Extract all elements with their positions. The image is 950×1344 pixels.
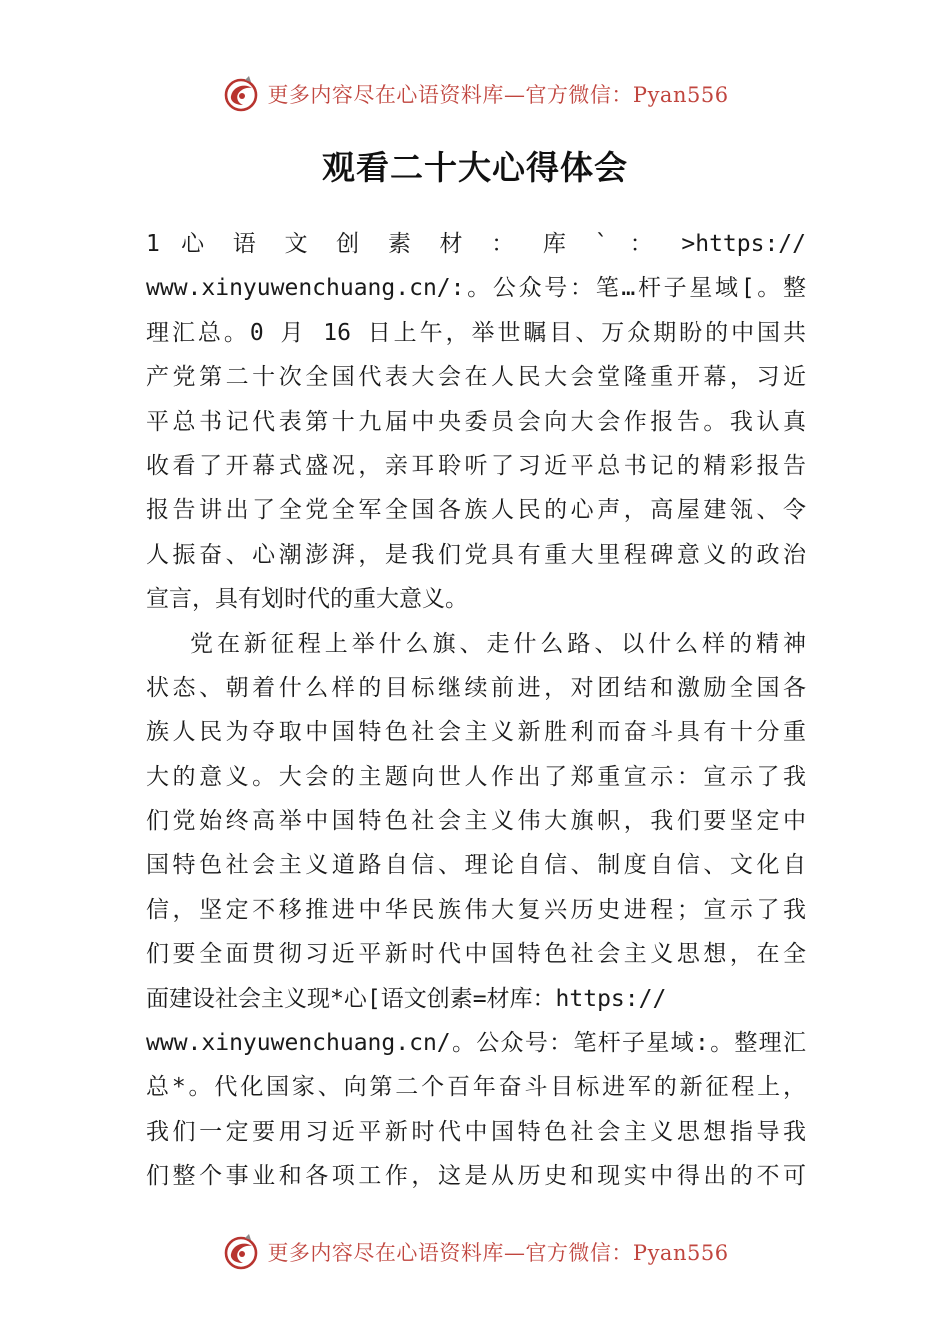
document-title: 观看二十大心得体会	[322, 148, 628, 187]
text-line: 产党第二十次全国代表大会在人民大会堂隆重开幕，习近	[146, 364, 806, 391]
footer-banner-title: 更多内容尽在心语资料库	[267, 1241, 504, 1265]
text-line: 们整个事业和各项工作，这是从历史和现实中得出的不可	[146, 1163, 806, 1190]
text-line: 信，坚定不移推进中华民族伟大复兴历史进程；宣示了我	[146, 896, 806, 923]
footer-banner-text	[267, 1237, 728, 1267]
text-line: www.xinyuwenchuang.cn/。公众号：笔杆子星域:。整理汇	[146, 1030, 806, 1057]
text-line: 平总书记代表第十九届中央委员会向大会作报告。我认真	[146, 408, 806, 435]
text-line: 收看了开幕式盛况，亲耳聆听了习近平总书记的精彩报告	[146, 452, 806, 479]
text-line: 国特色社会主义道路自信、理论自信、制度自信、文化自	[146, 852, 806, 879]
text-line: 宣言，具有划时代的重大意义。	[146, 586, 468, 613]
text-line: 们党始终高举中国特色社会主义伟大旗帜，我们要坚定中	[146, 808, 806, 835]
header-banner-text	[267, 79, 728, 109]
text-line: 面建设社会主义现*心[语文创素=材库：https://	[146, 985, 667, 1012]
text-line: 我们一定要用习近平新时代中国特色社会主义思想指导我	[146, 1118, 806, 1145]
text-line: 报告讲出了全党全军全国各族人民的心声，高屋建瓴、令	[146, 497, 806, 524]
xinyu-logo-icon	[221, 74, 261, 114]
text-line: 们要全面贯彻习近平新时代中国特色社会主义思想，在全	[146, 941, 806, 968]
header-banner-separator: —	[503, 83, 526, 107]
text-line: 族人民为夺取中国特色社会主义新胜利而奋斗具有十分重	[146, 719, 806, 746]
document-body	[146, 222, 806, 1199]
text-line: 1 心 语 文 创 素 材 ： 库 ` ： >https://	[146, 231, 806, 257]
header-banner-wechat: 官方微信：Pyan556	[525, 83, 729, 107]
text-line: 大的意义。大会的主题向世人作出了郑重宣示：宣示了我	[146, 763, 806, 790]
text-line: 总*。代化国家、向第二个百年奋斗目标进军的新征程上，	[146, 1074, 806, 1101]
text-line: 状态、朝着什么样的目标继续前进，对团结和激励全国各	[146, 674, 806, 701]
text-line: www.xinyuwenchuang.cn/:。公众号：笔…杆子星域[。整	[146, 275, 806, 302]
footer-banner-wechat: 官方微信：Pyan556	[525, 1241, 729, 1265]
footer-banner-separator: —	[503, 1241, 526, 1265]
footer-banner	[0, 1228, 950, 1276]
text-line: 党在新征程上举什么旗、走什么路、以什么样的精神	[190, 630, 806, 657]
text-line: 理汇总。0 月 16 日上午，举世瞩目、万众期盼的中国共	[146, 319, 806, 346]
header-banner-title: 更多内容尽在心语资料库	[267, 83, 504, 107]
text-line: 人振奋、心潮澎湃，是我们党具有重大里程碑意义的政治	[146, 541, 806, 568]
xinyu-logo-icon	[221, 1232, 261, 1272]
header-banner	[0, 70, 950, 118]
